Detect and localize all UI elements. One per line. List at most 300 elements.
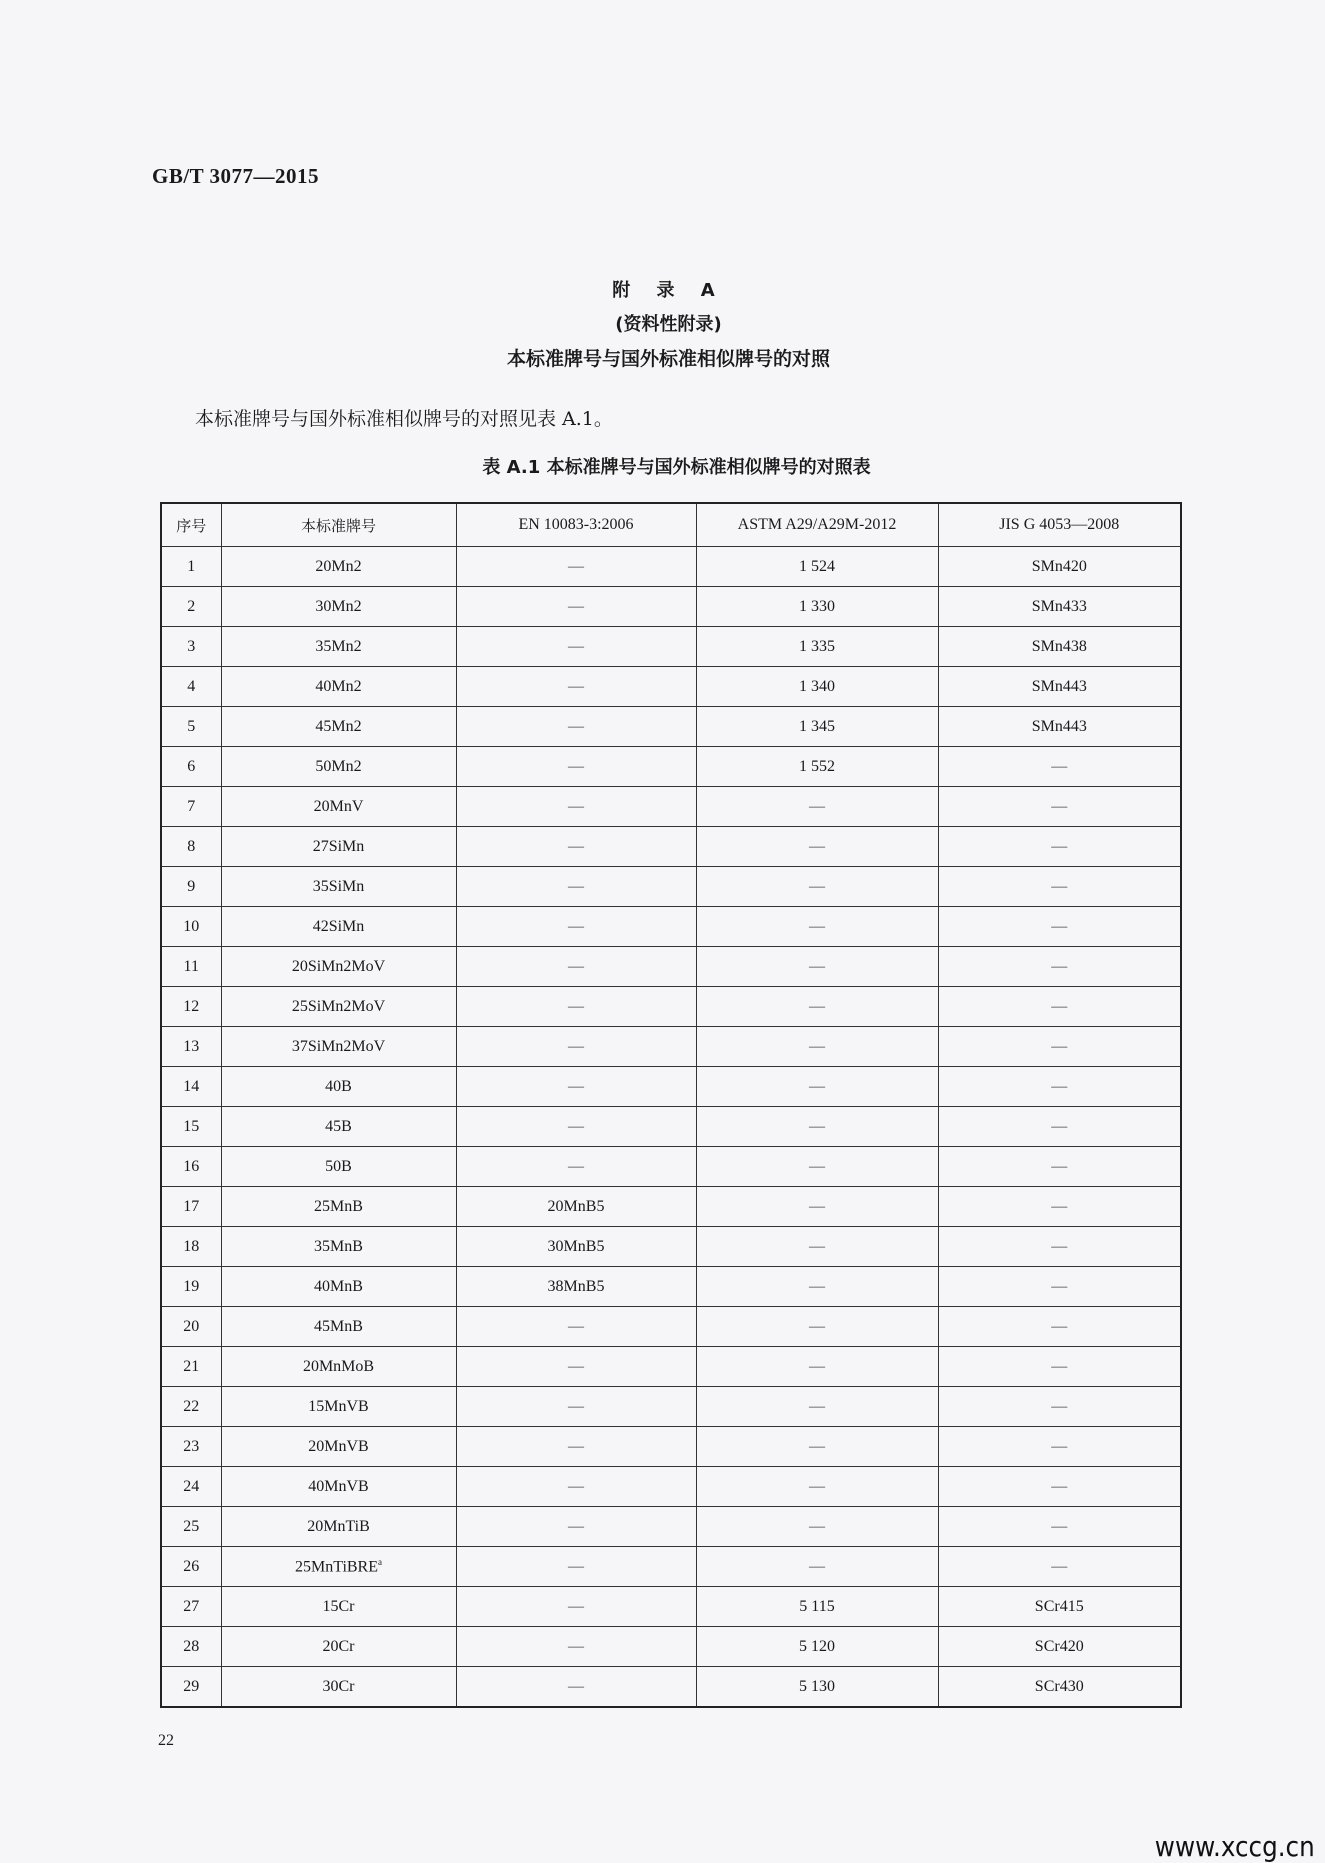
- cell-grade: [221, 1467, 456, 1507]
- cell-en-text: —: [568, 637, 584, 655]
- cell-jis-text: SMn443: [1031, 677, 1087, 695]
- cell-jis-text: —: [1051, 1517, 1068, 1535]
- table-row: [161, 1187, 1181, 1227]
- cell-jis: [938, 627, 1181, 667]
- cell-astm: [696, 587, 938, 627]
- cell-grade: [221, 627, 456, 667]
- cell-grade-text: 30Cr: [322, 1677, 355, 1695]
- cell-en-text: —: [568, 1557, 584, 1575]
- cell-jis: [938, 827, 1181, 867]
- row-number-text: 5: [187, 717, 196, 735]
- cell-grade-text: 35MnB: [314, 1237, 363, 1255]
- cell-grade: [221, 947, 456, 987]
- cell-astm-text: 5 130: [799, 1677, 835, 1695]
- cell-en: [456, 1547, 696, 1587]
- cell-grade: [221, 1547, 456, 1587]
- cell-astm-text: —: [809, 1557, 825, 1575]
- cell-en: [456, 827, 696, 867]
- row-number: [161, 1627, 221, 1667]
- cell-en-text: —: [568, 837, 584, 855]
- cell-jis-text: —: [1051, 1397, 1068, 1415]
- cell-astm: [696, 907, 938, 947]
- row-number-text: 29: [183, 1677, 200, 1695]
- cell-jis-text: —: [1051, 1557, 1068, 1575]
- cell-astm-text: —: [809, 1517, 825, 1535]
- cell-astm: [696, 1187, 938, 1227]
- cell-grade-text: 45Mn2: [315, 717, 362, 735]
- cell-astm-text: —: [809, 1397, 825, 1415]
- cell-astm: [696, 827, 938, 867]
- row-number: [161, 1187, 221, 1227]
- cell-jis-text: SMn433: [1031, 597, 1087, 615]
- table-row: [161, 547, 1181, 587]
- table-row: [161, 1587, 1181, 1627]
- cell-grade-text: 20MnV: [313, 797, 364, 815]
- cell-en: [456, 1027, 696, 1067]
- cell-en-text: —: [568, 957, 584, 975]
- cell-astm: [696, 1067, 938, 1107]
- cell-en-text: —: [568, 757, 584, 775]
- cell-astm-text: —: [809, 1237, 825, 1255]
- cell-grade: [221, 1067, 456, 1107]
- cell-jis: [938, 1427, 1181, 1467]
- cell-en-text: —: [568, 1157, 584, 1175]
- row-number: [161, 1307, 221, 1347]
- cell-astm-text: —: [809, 1077, 825, 1095]
- page-number: 22: [158, 1732, 174, 1749]
- cell-astm: [696, 987, 938, 1027]
- table-row: [161, 827, 1181, 867]
- cell-jis-text: —: [1051, 1317, 1068, 1335]
- cell-astm-text: —: [809, 1437, 825, 1455]
- cell-grade: [221, 1587, 456, 1627]
- cell-astm-text: —: [809, 877, 825, 895]
- cell-en: [456, 1307, 696, 1347]
- row-number-text: 18: [183, 1237, 200, 1255]
- cell-jis-text: —: [1051, 1157, 1068, 1175]
- cell-jis: [938, 1387, 1181, 1427]
- row-number-text: 1: [187, 557, 196, 575]
- cell-astm: [696, 1147, 938, 1187]
- cell-jis: [938, 547, 1181, 587]
- cell-grade-text: 20SiMn2MoV: [291, 957, 386, 975]
- column-header-grade: 本标准牌号: [221, 503, 456, 547]
- table-header-row: [161, 503, 1181, 547]
- cell-jis-text: SMn420: [1031, 557, 1087, 575]
- cell-en: [456, 787, 696, 827]
- table-row: [161, 1307, 1181, 1347]
- row-number: [161, 907, 221, 947]
- cell-astm: [696, 1027, 938, 1067]
- row-number: [161, 947, 221, 987]
- cell-en: [456, 1067, 696, 1107]
- cell-grade-text: 20MnVB: [308, 1437, 369, 1455]
- table-row: [161, 1347, 1181, 1387]
- cell-grade: [221, 587, 456, 627]
- cell-astm: [696, 627, 938, 667]
- cell-jis: [938, 1627, 1181, 1667]
- row-number: [161, 1667, 221, 1708]
- cell-en-text: —: [568, 1477, 584, 1495]
- appendix-label: 附 录 A: [612, 280, 725, 301]
- cell-en: [456, 867, 696, 907]
- cell-jis: [938, 907, 1181, 947]
- cell-grade-text: 30Mn2: [315, 597, 362, 615]
- cell-en: [456, 587, 696, 627]
- cell-astm: [696, 1667, 938, 1708]
- cell-en-text: —: [568, 557, 584, 575]
- cell-grade: [221, 1347, 456, 1387]
- cell-astm-text: 5 115: [799, 1597, 835, 1615]
- cell-en-text: —: [568, 797, 584, 815]
- cell-jis-text: —: [1051, 1077, 1068, 1095]
- cell-en: [456, 747, 696, 787]
- cell-grade: [221, 1427, 456, 1467]
- cell-grade-text: 42SiMn: [312, 917, 365, 935]
- cell-astm-text: —: [809, 837, 825, 855]
- cell-en: [456, 987, 696, 1027]
- cell-astm: [696, 547, 938, 587]
- row-number-text: 3: [187, 637, 196, 655]
- table-title: 表 A.1 本标准牌号与国外标准相似牌号的对照表: [482, 457, 871, 478]
- cell-en: [456, 1587, 696, 1627]
- row-number-text: 28: [183, 1637, 200, 1655]
- row-number-text: 20: [183, 1317, 200, 1335]
- cell-astm: [696, 1307, 938, 1347]
- cell-grade: [221, 1627, 456, 1667]
- cell-astm-text: —: [809, 1037, 825, 1055]
- cell-en: [456, 547, 696, 587]
- cell-en: [456, 1107, 696, 1147]
- cell-jis-text: —: [1051, 997, 1068, 1015]
- row-number: [161, 1587, 221, 1627]
- cell-astm-text: 1 524: [799, 557, 835, 575]
- cell-grade-text: 35SiMn: [312, 877, 365, 895]
- cell-en-text: —: [568, 917, 584, 935]
- cell-jis: [938, 667, 1181, 707]
- table-row: [161, 1107, 1181, 1147]
- appendix-title: 本标准牌号与国外标准相似牌号的对照: [506, 348, 830, 370]
- table-row: [161, 867, 1181, 907]
- cell-grade: [221, 787, 456, 827]
- cell-en-text: —: [568, 1117, 584, 1135]
- cell-en: [456, 1507, 696, 1547]
- row-number-text: 6: [187, 757, 196, 775]
- table-row: [161, 1067, 1181, 1107]
- cell-astm-text: —: [809, 997, 825, 1015]
- cell-jis-text: —: [1051, 1117, 1068, 1135]
- row-number: [161, 547, 221, 587]
- row-number-text: 16: [183, 1157, 200, 1175]
- cell-astm: [696, 667, 938, 707]
- cell-en-text: 38MnB5: [547, 1277, 605, 1295]
- cell-en-text: —: [568, 877, 584, 895]
- row-number-text: 9: [187, 877, 196, 895]
- cell-en: [456, 1427, 696, 1467]
- table-row: [161, 1027, 1181, 1067]
- cell-jis: [938, 747, 1181, 787]
- cell-astm-text: —: [809, 1157, 825, 1175]
- cell-astm: [696, 1387, 938, 1427]
- cell-en-text: —: [568, 1517, 584, 1535]
- cell-jis-text: —: [1051, 877, 1068, 895]
- row-number-text: 12: [183, 997, 200, 1015]
- cell-jis-text: —: [1051, 1477, 1068, 1495]
- cell-astm: [696, 867, 938, 907]
- table-row: [161, 1547, 1181, 1587]
- row-number-text: 21: [183, 1357, 200, 1375]
- column-header-en: EN 10083-3:2006: [456, 503, 696, 547]
- cell-grade-text: 15Cr: [322, 1597, 355, 1615]
- cell-jis: [938, 1067, 1181, 1107]
- cell-en-text: —: [568, 1357, 584, 1375]
- table-row: [161, 1227, 1181, 1267]
- cell-jis: [938, 1587, 1181, 1627]
- cell-en-text: —: [568, 1677, 584, 1695]
- cell-astm-text: —: [809, 1357, 825, 1375]
- cell-jis: [938, 1187, 1181, 1227]
- cell-grade-text: 40MnVB: [308, 1477, 369, 1495]
- cell-astm: [696, 1547, 938, 1587]
- cell-astm: [696, 747, 938, 787]
- cell-astm-text: 1 330: [799, 597, 835, 615]
- row-number-text: 19: [183, 1277, 200, 1295]
- row-number: [161, 667, 221, 707]
- cell-jis-text: —: [1051, 1437, 1068, 1455]
- row-number-text: 23: [183, 1437, 200, 1455]
- row-number: [161, 1267, 221, 1307]
- cell-en: [456, 1147, 696, 1187]
- cell-jis: [938, 1147, 1181, 1187]
- cell-astm: [696, 1627, 938, 1667]
- row-number: [161, 1467, 221, 1507]
- cell-grade: [221, 747, 456, 787]
- row-number-text: 17: [183, 1197, 200, 1215]
- cell-grade-text: 25MnB: [314, 1197, 363, 1215]
- cell-astm: [696, 1347, 938, 1387]
- cell-jis-text: —: [1051, 957, 1068, 975]
- cell-grade-text: 35Mn2: [315, 637, 362, 655]
- cell-grade-text: 40Mn2: [315, 677, 362, 695]
- cell-grade-text: 25MnTiBRE: [295, 1558, 378, 1576]
- cell-astm: [696, 1227, 938, 1267]
- cell-en: [456, 627, 696, 667]
- cell-jis-text: SCr420: [1034, 1637, 1084, 1655]
- row-number: [161, 1147, 221, 1187]
- cell-en: [456, 1627, 696, 1667]
- cell-grade: [221, 987, 456, 1027]
- cell-jis: [938, 787, 1181, 827]
- cell-grade: [221, 1267, 456, 1307]
- cell-jis: [938, 1547, 1181, 1587]
- cell-jis: [938, 867, 1181, 907]
- row-number-text: 2: [187, 597, 196, 615]
- row-number: [161, 707, 221, 747]
- cell-grade-text: 25SiMn2MoV: [291, 997, 386, 1015]
- column-header-no: 序号: [161, 503, 221, 547]
- cell-grade: [221, 1027, 456, 1067]
- cell-jis: [938, 1227, 1181, 1267]
- row-number: [161, 1347, 221, 1387]
- intro-paragraph: 本标准牌号与国外标准相似牌号的对照见表 A.1。: [195, 408, 613, 430]
- row-number-text: 26: [183, 1557, 200, 1575]
- row-number: [161, 1507, 221, 1547]
- cell-en: [456, 707, 696, 747]
- appendix-type: (资料性附录): [615, 314, 722, 335]
- row-number: [161, 787, 221, 827]
- cell-grade: [221, 707, 456, 747]
- table-row: [161, 707, 1181, 747]
- cell-en-text: —: [568, 1437, 584, 1455]
- cell-en-text: —: [568, 1397, 584, 1415]
- cell-grade: [221, 907, 456, 947]
- footnote-marker: a: [378, 1556, 382, 1567]
- cell-grade-text: 40B: [325, 1077, 352, 1095]
- cell-jis-text: SCr415: [1034, 1597, 1084, 1615]
- cell-jis: [938, 1347, 1181, 1387]
- cell-grade-text: 20MnTiB: [307, 1517, 370, 1535]
- cell-grade: [221, 1227, 456, 1267]
- cell-en-text: —: [568, 677, 584, 695]
- standard-code: GB/T 3077—2015: [152, 164, 320, 188]
- row-number-text: 27: [183, 1597, 200, 1615]
- cell-jis-text: —: [1051, 837, 1068, 855]
- cell-jis-text: SMn443: [1031, 717, 1087, 735]
- cell-astm-text: —: [809, 957, 825, 975]
- cell-grade-text: 27SiMn: [312, 837, 365, 855]
- cell-jis-text: —: [1051, 1357, 1068, 1375]
- cell-astm: [696, 787, 938, 827]
- column-header-astm: ASTM A29/A29M-2012: [696, 503, 938, 547]
- grade-comparison-table: [160, 502, 1182, 1708]
- cell-jis-text: —: [1051, 1237, 1068, 1255]
- cell-grade-text: 50B: [325, 1157, 352, 1175]
- cell-en: [456, 1347, 696, 1387]
- cell-astm-text: 1 345: [799, 717, 835, 735]
- cell-en: [456, 1387, 696, 1427]
- cell-grade-text: 20Cr: [322, 1637, 355, 1655]
- table-row: [161, 747, 1181, 787]
- table-row: [161, 587, 1181, 627]
- cell-astm-text: 1 335: [799, 637, 835, 655]
- cell-en: [456, 1467, 696, 1507]
- cell-jis: [938, 1467, 1181, 1507]
- cell-astm-text: —: [809, 1117, 825, 1135]
- cell-astm-text: —: [809, 1477, 825, 1495]
- cell-astm-text: 1 552: [799, 757, 835, 775]
- cell-jis-text: —: [1051, 1037, 1068, 1055]
- cell-en-text: 20MnB5: [547, 1197, 605, 1215]
- cell-astm: [696, 1467, 938, 1507]
- cell-astm: [696, 1507, 938, 1547]
- row-number-text: 15: [183, 1117, 200, 1135]
- row-number-text: 11: [183, 957, 199, 975]
- cell-astm: [696, 1107, 938, 1147]
- cell-en-text: —: [568, 1637, 584, 1655]
- cell-grade: [221, 1507, 456, 1547]
- row-number: [161, 627, 221, 667]
- table-row: [161, 1387, 1181, 1427]
- row-number-text: 22: [183, 1397, 200, 1415]
- row-number: [161, 867, 221, 907]
- cell-grade: [221, 1667, 456, 1708]
- cell-en-text: —: [568, 597, 584, 615]
- cell-jis-text: —: [1051, 917, 1068, 935]
- cell-grade-text: 50Mn2: [315, 757, 362, 775]
- row-number-text: 13: [183, 1037, 200, 1055]
- row-number: [161, 987, 221, 1027]
- cell-jis: [938, 987, 1181, 1027]
- row-number: [161, 747, 221, 787]
- cell-en: [456, 947, 696, 987]
- cell-astm-text: —: [809, 917, 825, 935]
- table-row: [161, 1427, 1181, 1467]
- cell-grade-text: 37SiMn2MoV: [291, 1037, 386, 1055]
- cell-en-text: —: [568, 1037, 584, 1055]
- cell-grade-text: 20Mn2: [315, 557, 362, 575]
- cell-grade: [221, 1187, 456, 1227]
- row-number: [161, 1107, 221, 1147]
- cell-grade: [221, 1387, 456, 1427]
- table-row: [161, 1507, 1181, 1547]
- cell-astm: [696, 1427, 938, 1467]
- cell-jis: [938, 587, 1181, 627]
- cell-grade: [221, 1107, 456, 1147]
- row-number: [161, 1227, 221, 1267]
- cell-grade-text: 20MnMoB: [302, 1357, 375, 1375]
- table-row: [161, 987, 1181, 1027]
- row-number-text: 7: [187, 797, 196, 815]
- row-number-text: 24: [183, 1477, 200, 1495]
- table-row: [161, 1147, 1181, 1187]
- row-number-text: 8: [187, 837, 196, 855]
- cell-jis: [938, 947, 1181, 987]
- cell-astm: [696, 707, 938, 747]
- cell-astm-text: —: [809, 1197, 825, 1215]
- cell-en: [456, 907, 696, 947]
- cell-en-text: —: [568, 997, 584, 1015]
- cell-jis-text: SCr430: [1034, 1677, 1084, 1695]
- row-number: [161, 827, 221, 867]
- cell-grade-text: 15MnVB: [308, 1397, 369, 1415]
- row-number-text: 4: [187, 677, 196, 695]
- row-number: [161, 1547, 221, 1587]
- table-row: [161, 947, 1181, 987]
- table-row: [161, 1627, 1181, 1667]
- cell-astm-text: 5 120: [799, 1637, 835, 1655]
- cell-grade: [221, 867, 456, 907]
- cell-astm: [696, 947, 938, 987]
- cell-grade: [221, 667, 456, 707]
- row-number: [161, 1387, 221, 1427]
- cell-grade: [221, 547, 456, 587]
- cell-en: [456, 1187, 696, 1227]
- cell-astm-text: —: [809, 797, 825, 815]
- cell-en-text: —: [568, 1077, 584, 1095]
- table-row: [161, 1667, 1181, 1708]
- cell-jis-text: SMn438: [1031, 637, 1087, 655]
- cell-astm: [696, 1267, 938, 1307]
- cell-en: [456, 1267, 696, 1307]
- cell-jis: [938, 1107, 1181, 1147]
- row-number-text: 25: [183, 1517, 200, 1535]
- cell-en: [456, 1227, 696, 1267]
- table-row: [161, 627, 1181, 667]
- cell-jis-text: —: [1051, 1277, 1068, 1295]
- cell-grade-text: 45MnB: [314, 1317, 363, 1335]
- row-number: [161, 587, 221, 627]
- cell-en-text: —: [568, 1317, 584, 1335]
